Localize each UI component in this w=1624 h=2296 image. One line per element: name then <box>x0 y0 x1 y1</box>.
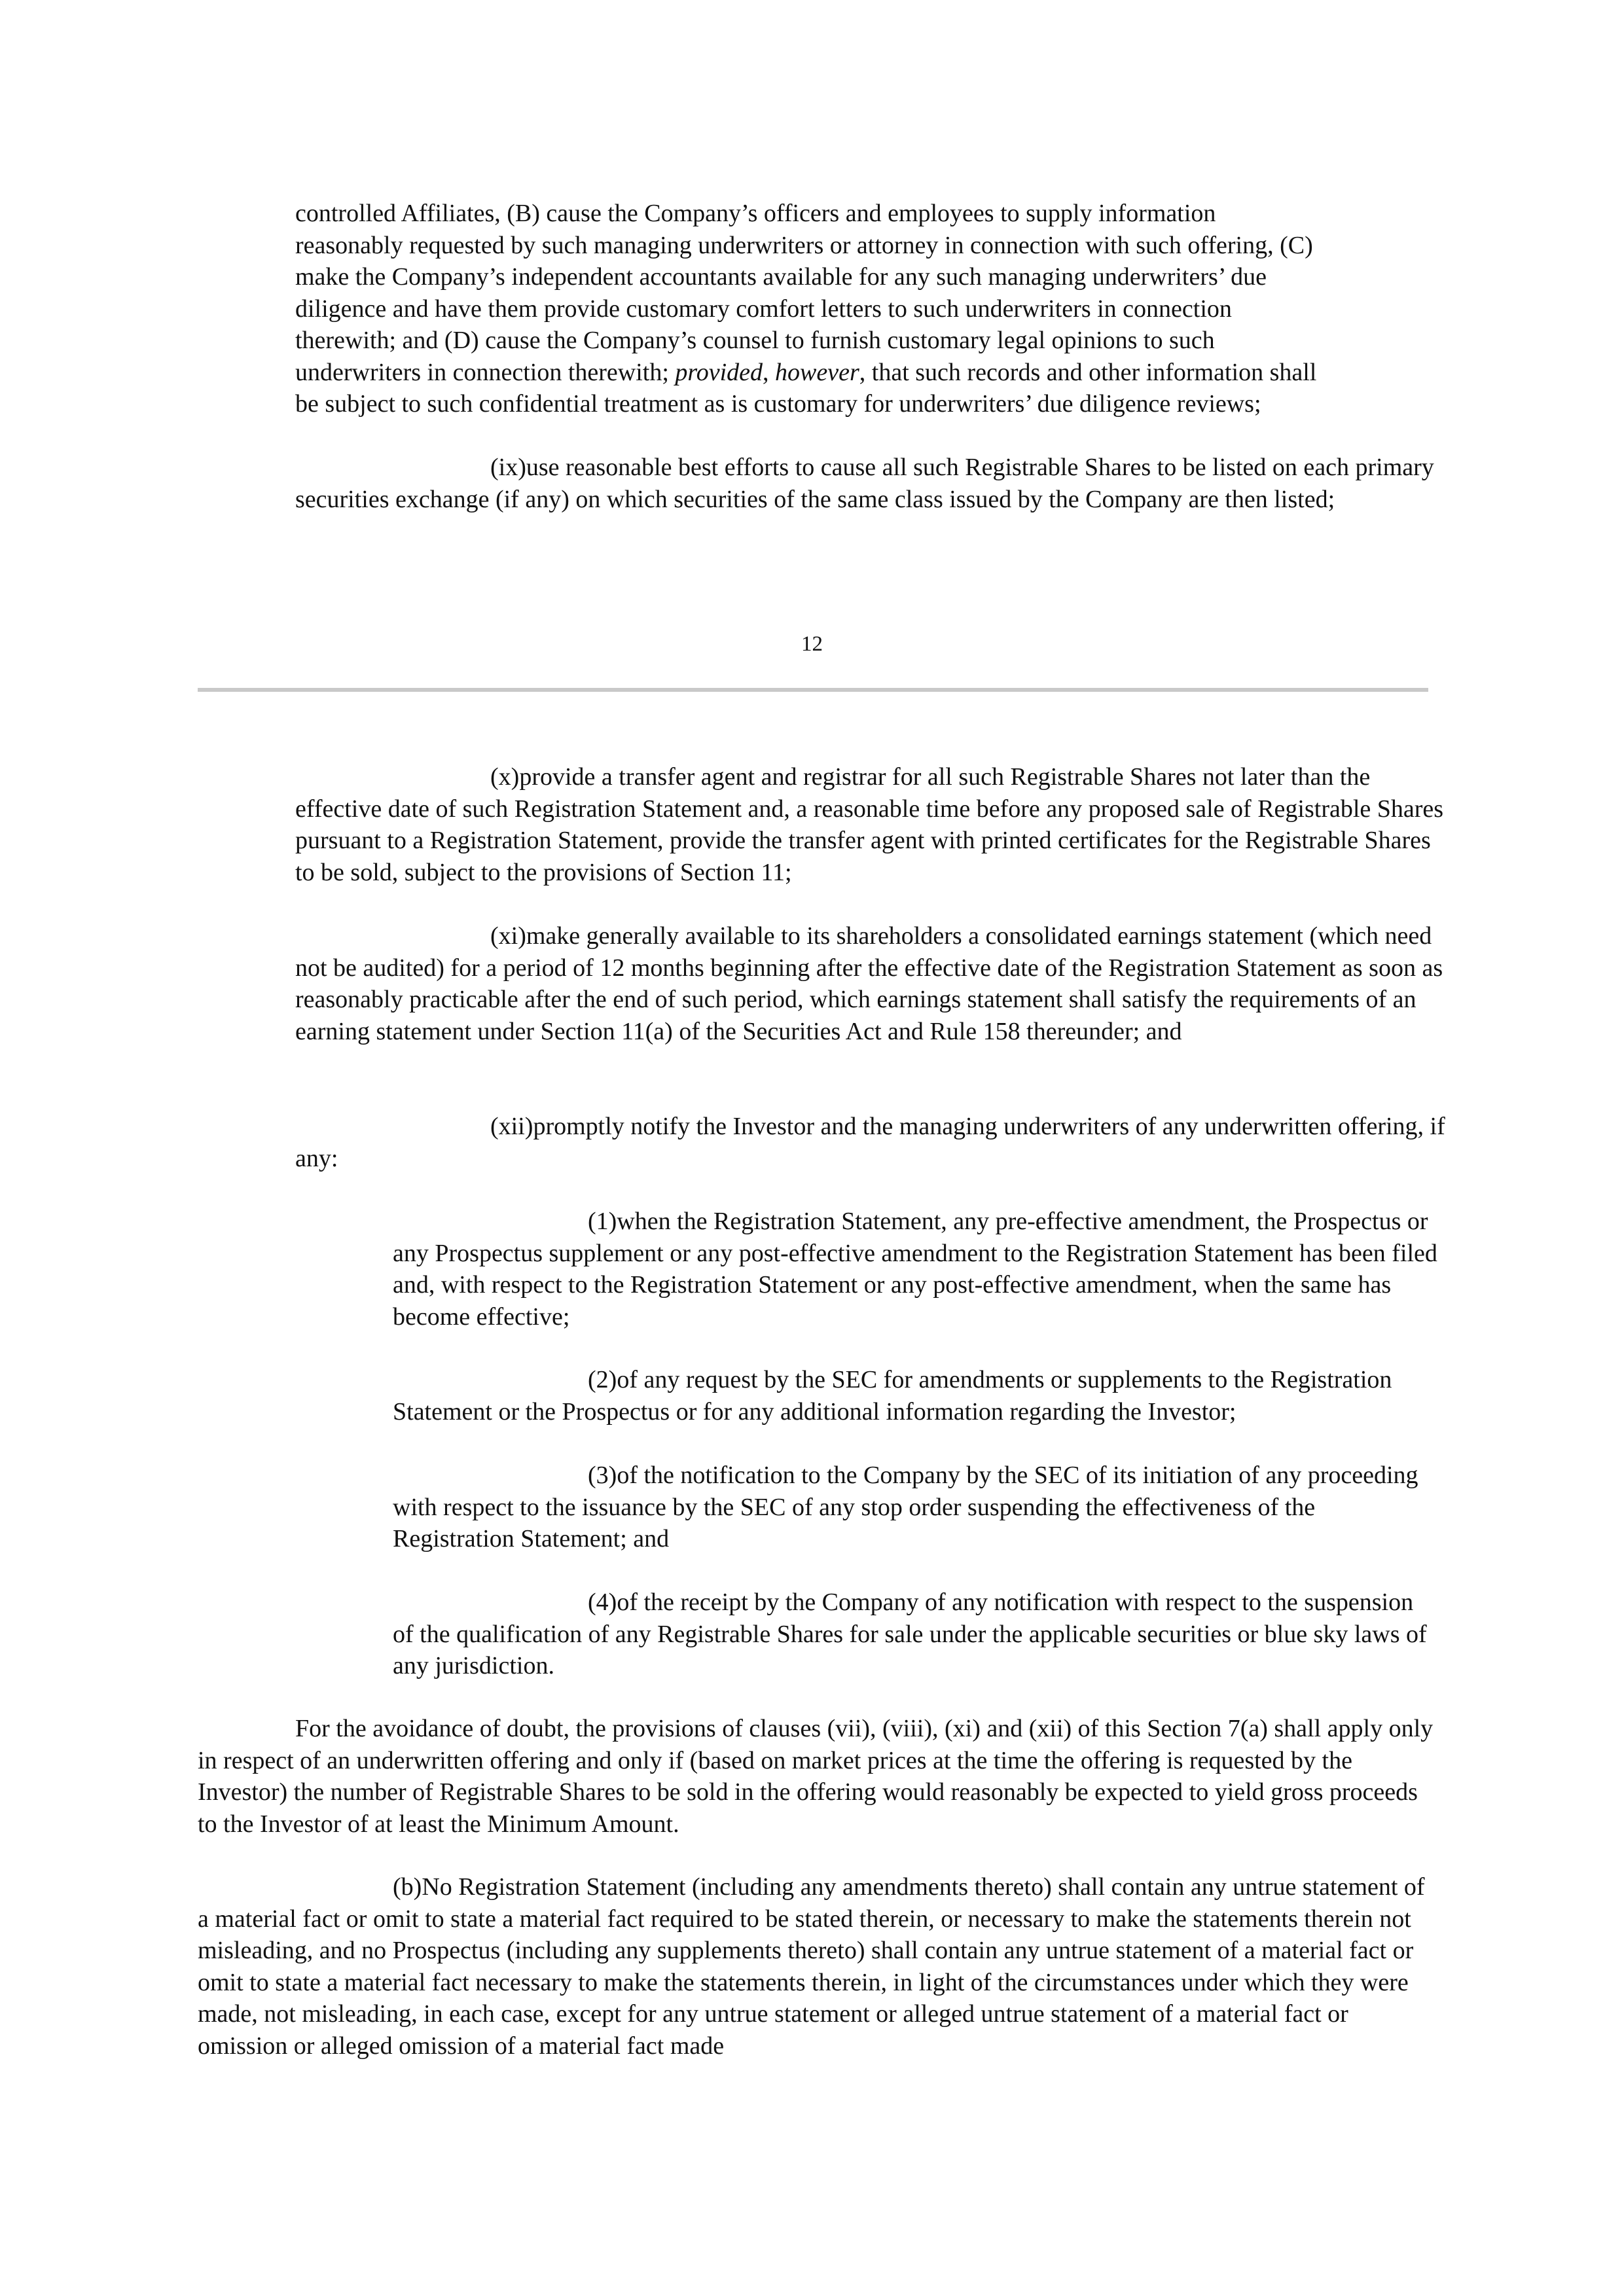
clause-text: provide a transfer agent and registrar for all such Registrable Shares not later than the effective date of such Registration Statement and, a reasonable time before any proposed sale of Registrable Shares pursuant to a Registration Statement, provide the transfer agent with printed certificates for the Registrable Shares to be sold, subject to the provisions of Section 11; <box>295 763 1444 886</box>
clause-number: (x) <box>490 763 520 791</box>
italic-however: however <box>775 358 859 386</box>
page-number: 12 <box>801 632 823 656</box>
carryover-line-6 <box>295 357 1447 389</box>
subclause-4 <box>393 1587 1440 1682</box>
italic-provided: provided <box>675 358 763 386</box>
section-b-paragraph <box>198 1871 1441 2062</box>
clause-number: (xi) <box>490 922 526 950</box>
subclause-3 <box>393 1460 1440 1555</box>
section-number: (b) <box>393 1873 422 1901</box>
subclause-text: when the Registration Statement, any pre-effective amendment, the Prospectus or any Prospectus supplement or any post-effective amendment to the Registration Statement has been filed and, with respect to the Registration Statement or any post-effective amendment, when the same has become effective; <box>393 1208 1437 1331</box>
clause-text: make generally available to its shareholders a consolidated earnings statement (which need not be audited) for a period of 12 months beginning after the effective date of the Registration Statement as soon as reasonably practicable after the end of such period, which earnings statement shall satisfy the requirements of an earning statement under Section 11(a) of the Securities Act and Rule 158 thereunder; and <box>295 922 1443 1045</box>
clause-ix <box>295 452 1447 515</box>
subclause-1 <box>393 1206 1440 1333</box>
clause-number: (xii) <box>490 1113 533 1140</box>
carryover-line-1: controlled Affiliates, (B) cause the Company’s officers and employees to supply information <box>295 200 1216 227</box>
clause-text: promptly notify the Investor and the managing underwriters of any underwritten offering, if any: <box>295 1113 1445 1172</box>
carryover-line-4: diligence and have them provide customary comfort letters to such underwriters in connection <box>295 295 1232 323</box>
line6-comma: , <box>763 358 776 386</box>
page-divider <box>198 688 1428 692</box>
carryover-line-5: therewith; and (D) cause the Company’s counsel to furnish customary legal opinions to such <box>295 327 1215 354</box>
subclause-number: (3) <box>588 1462 617 1489</box>
line6-after: , that such records and other information shall <box>859 358 1317 386</box>
subclause-2 <box>393 1364 1440 1427</box>
line6-before: underwriters in connection therewith; <box>295 358 676 386</box>
clause-number: (ix) <box>490 454 526 481</box>
clause-x <box>295 761 1447 888</box>
subclause-text: of any request by the SEC for amendments or supplements to the Registration Statement or the Prospectus or for any additional information regarding the Investor; <box>393 1366 1392 1426</box>
carryover-line-3: make the Company’s independent accountants available for any such managing underwriters’ due <box>295 263 1267 291</box>
subclause-text: of the notification to the Company by the SEC of its initiation of any proceeding with respect to the issuance by the SEC of any stop order suspending the effectiveness of the Registration Statement; and <box>393 1462 1418 1552</box>
subclause-text: of the receipt by the Company of any notification with respect to the suspension of the qualification of any Registrable Shares for sale under the applicable securities or blue sky laws of any jurisdiction. <box>393 1588 1427 1679</box>
subclause-number: (4) <box>588 1588 617 1616</box>
subclause-number: (2) <box>588 1366 617 1393</box>
section-text: No Registration Statement (including any amendments thereto) shall contain any untrue statement of a material fact or omit to state a material fact required to be stated therein, or necessary to make the statements therein not misleading, and no Prospectus (including any supplements thereto) shall contain any untrue statement of a material fact or omit to state a material fact necessary to make the statements therein, in light of the circumstances under which they were made, not misleading, in each case, except for any untrue statement or alleged untrue statement of a material fact or omission or alleged omission of a material fact made <box>198 1873 1425 2060</box>
subclause-number: (1) <box>588 1208 617 1235</box>
clause-xi <box>295 920 1447 1047</box>
clause-xii <box>295 1111 1447 1174</box>
carryover-line-7: be subject to such confidential treatment as is customary for underwriters’ due diligence reviews; <box>295 390 1261 418</box>
avoidance-paragraph: For the avoidance of doubt, the provisions of clauses (vii), (viii), (xi) and (xii) of this Section 7(a) shall apply only in respect of an underwritten offering and only if (based on market prices at the time the offering is requested by the Investor) the number of Registrable Shares to be sold in the offering would reasonably be expected to yield gross proceeds to the Investor of at least the Minimum Amount. <box>198 1715 1434 1838</box>
carryover-paragraph <box>295 198 1447 420</box>
carryover-line-2: reasonably requested by such managing underwriters or attorney in connection with such offering, (C) <box>295 231 1313 259</box>
clause-text: use reasonable best efforts to cause all such Registrable Shares to be listed on each primary securities exchange (if any) on which securities of the same class issued by the Company are then listed; <box>295 454 1434 513</box>
